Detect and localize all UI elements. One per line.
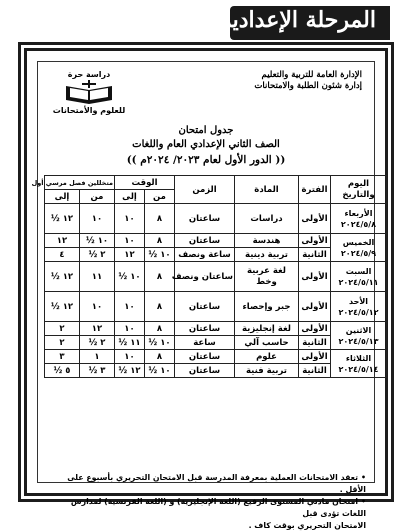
cell-from: ١٠ ½ — [145, 364, 175, 378]
cell-period: الأولى — [299, 204, 331, 234]
cell-day: الأربعاء ٢٠٢٤/٥/٨ — [331, 204, 387, 234]
cell-day: الأحد ٢٠٢٤/٥/١٢ — [331, 292, 387, 322]
table-row — [45, 262, 387, 292]
cell-from: ١٠ ½ — [145, 248, 175, 262]
bullet-icon: • — [361, 497, 366, 506]
cell-break-to: ١٢ ½ — [45, 204, 80, 234]
cell-break-to: ٢ — [45, 322, 80, 336]
table-row — [45, 292, 387, 322]
header-day: اليوم والتاريخ — [331, 176, 387, 204]
cell-day: الثلاثاء ٢٠٢٤/٥/١٤ — [331, 350, 387, 378]
logo-top-text: دراسة حرة — [67, 70, 111, 79]
cell-break-to: ١٢ — [45, 234, 80, 248]
table-row — [45, 350, 387, 364]
cell-duration: ساعة ونصف — [175, 248, 235, 262]
cell-break-from: ٣ ½ — [80, 364, 115, 378]
cell-duration: ساعتان — [175, 234, 235, 248]
banner-title: المرحلة الإعدادية — [220, 7, 376, 33]
cell-from: ١٠ ½ — [145, 336, 175, 350]
header-duration: الزمن — [175, 176, 235, 204]
header-line-2: إدارة شئون الطلبة والامتحانات — [254, 81, 362, 91]
cell-to: ١٢ — [115, 248, 145, 262]
table-row — [45, 322, 387, 336]
notes — [46, 472, 366, 532]
title-line-3: (( الدور الأول لعام ٢٠٢٣/ ٢٠٢٤م )) — [126, 154, 286, 166]
banner — [10, 2, 390, 44]
cell-to: ١٠ ½ — [115, 262, 145, 292]
cell-break-to: ١٢ ½ — [45, 262, 80, 292]
header-to: إلى — [115, 190, 145, 204]
cell-break-to: ١٢ ½ — [45, 292, 80, 322]
document-inner-border — [31, 61, 379, 530]
cell-from: ٨ — [145, 204, 175, 234]
cell-day: الخميس ٢٠٢٤/٥/٩ — [331, 234, 387, 262]
cell-from: ٨ — [145, 262, 175, 292]
note-item: •امتحان مادتي المستوى الرفيع (اللغة الإنجليزية) و (اللغة الفرنسية) لمدارس اللغات تؤدى قبل — [70, 497, 366, 518]
cell-break-from: ١٢ — [80, 322, 115, 336]
cell-period: الثانية — [299, 248, 331, 262]
cell-to: ١٠ — [115, 234, 145, 248]
cell-duration: ساعتان — [175, 204, 235, 234]
cell-duration: ساعتان ونصف — [175, 262, 235, 292]
header-authority — [242, 70, 362, 92]
schedule-titles — [38, 124, 374, 168]
cell-subject: لغة إنجليزية — [235, 322, 299, 336]
cell-break-to: ٤ — [45, 248, 80, 262]
exam-schedule-table — [31, 175, 387, 378]
cell-break-from: ١٠ ½ — [80, 234, 115, 248]
header-break-from: من — [80, 190, 115, 204]
cell-from: ٨ — [145, 322, 175, 336]
cell-subject: لغة عربية وخط — [235, 262, 299, 292]
cell-duration: ساعة — [175, 336, 235, 350]
cell-period: الثانية — [299, 336, 331, 350]
cell-break-from: ١٠ — [80, 204, 115, 234]
cell-duration: ساعتان — [175, 292, 235, 322]
cell-day: السبت ٢٠٢٤/٥/١١ — [331, 262, 387, 292]
cell-break-from: ٢ ½ — [80, 248, 115, 262]
cell-period: الأولى — [299, 322, 331, 336]
cell-to: ١١ ½ — [115, 336, 145, 350]
table-row — [45, 204, 387, 234]
cell-period: الأولى — [299, 262, 331, 292]
cell-period: الأولى — [299, 234, 331, 248]
cell-subject: علوم — [235, 350, 299, 364]
cell-subject: دراسات — [235, 204, 299, 234]
cell-duration: ساعتان — [175, 364, 235, 378]
cell-period: الثانية — [299, 364, 331, 378]
cell-duration: ساعتان — [175, 322, 235, 336]
cell-break-to: ٥ ½ — [45, 364, 80, 378]
cell-subject: هندسة — [235, 234, 299, 248]
cell-break-from: ١٠ — [80, 292, 115, 322]
title-line-1: جدول امتحان — [178, 125, 234, 136]
header-period: الفترة — [299, 176, 331, 204]
cell-break-from: ١١ — [80, 262, 115, 292]
header-time: الوقت — [115, 176, 175, 190]
note-item-continued: الامتحان التحريري بوقت كاف . — [248, 521, 366, 530]
cell-to: ١٠ — [115, 350, 145, 364]
cell-duration: ساعتان — [175, 350, 235, 364]
cell-break-from: ١ — [80, 350, 115, 364]
cell-from: ٨ — [145, 292, 175, 322]
bullet-icon: • — [361, 473, 366, 482]
document-frame — [18, 42, 394, 530]
cell-period: الأولى — [299, 350, 331, 364]
note-item: •تعقد الامتحانات العملية بمعرفة المدرسة قبل الامتحان التحريري بأسبوع على الأقل . — [67, 473, 366, 494]
cell-subject: حاسب آلي — [235, 336, 299, 350]
cell-to: ١٠ — [115, 292, 145, 322]
cell-period: الأولى — [299, 292, 331, 322]
cell-break-from: ٢ ½ — [80, 336, 115, 350]
cell-break-to: ٢ — [45, 336, 80, 350]
cell-day: الاثنين ٢٠٢٤/٥/١٣ — [331, 322, 387, 350]
logo-bottom-text: للعلوم والأمتحانات — [52, 106, 126, 115]
header-line-1: الإدارة العامة للتربية والتعليم — [261, 70, 362, 80]
header-subject: المادة — [235, 176, 299, 204]
table-row — [45, 234, 387, 248]
header-break: متخللين فصل مرسي أول — [45, 176, 115, 190]
cell-from: ٨ — [145, 350, 175, 364]
cell-subject: جبر وإحصاء — [235, 292, 299, 322]
cell-subject: تربية دينية — [235, 248, 299, 262]
book-logo-icon — [64, 78, 114, 104]
cell-to: ١٠ — [115, 322, 145, 336]
header-from: من — [145, 190, 175, 204]
title-line-2: الصف الثاني الإعدادي العام واللغات — [132, 139, 280, 150]
cell-to: ١٢ ½ — [115, 364, 145, 378]
header-break-to: إلى — [45, 190, 80, 204]
logo — [50, 70, 128, 118]
cell-subject: تربية فنية — [235, 364, 299, 378]
cell-from: ٨ — [145, 234, 175, 248]
cell-to: ١٠ — [115, 204, 145, 234]
cell-break-to: ٣ — [45, 350, 80, 364]
